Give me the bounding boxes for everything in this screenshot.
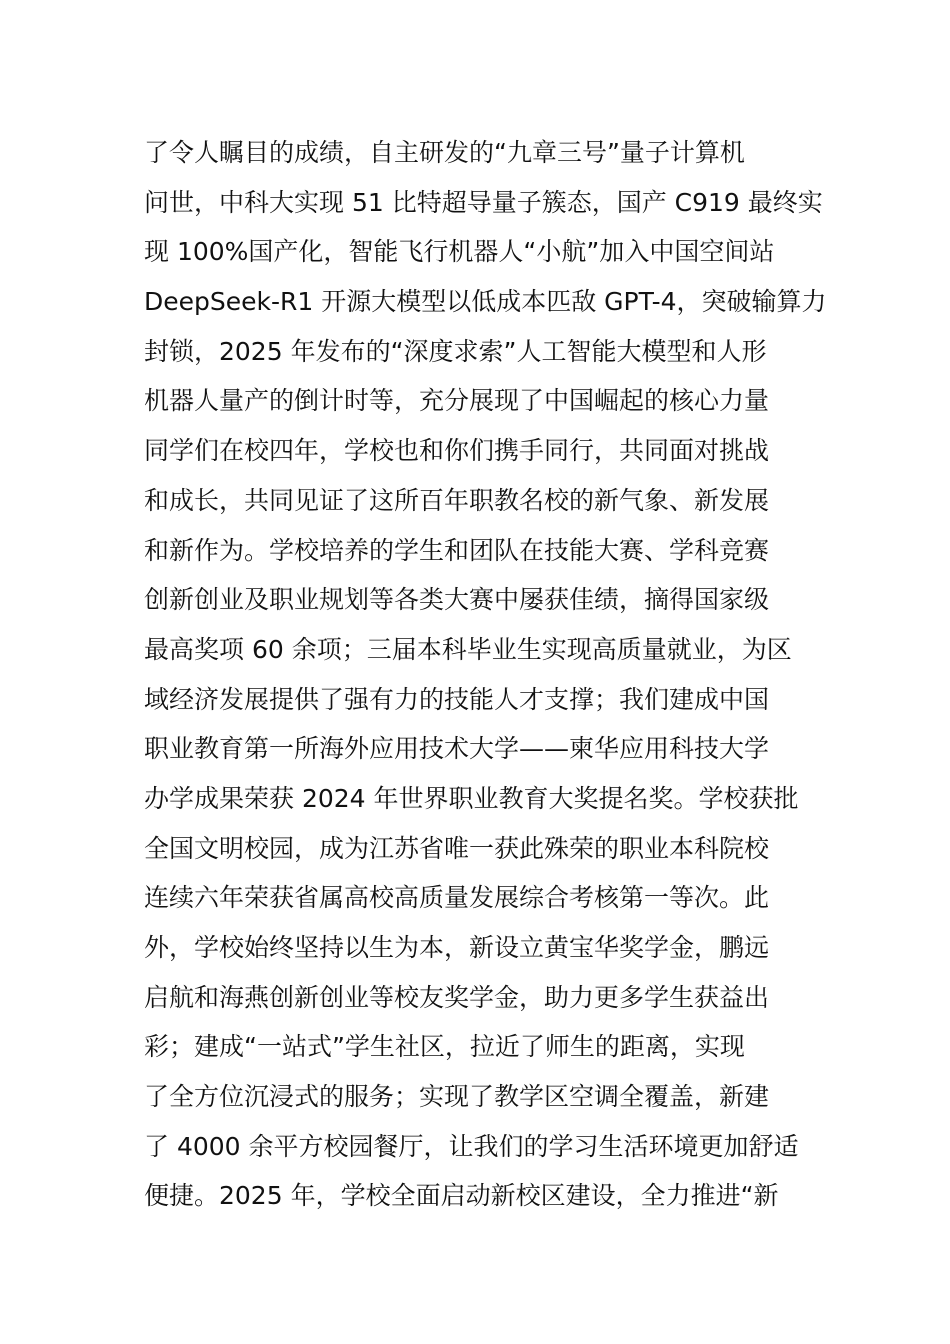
text-line: 最高奖项 60 余项；三届本科毕业生实现高质量就业，为区 <box>144 634 792 664</box>
text-line: 便捷。2025 年，学校全面启动新校区建设，全力推进“新 <box>144 1181 779 1211</box>
text-line: 全国文明校园，成为江苏省唯一获此殊荣的职业本科院校 <box>144 833 770 863</box>
text-line: 连续六年荣获省属高校高质量发展综合考核第一等次。此 <box>144 883 770 913</box>
text-line: 了全方位沉浸式的服务；实现了教学区空调全覆盖，新建 <box>144 1082 770 1112</box>
text-line: 同学们在校四年，学校也和你们携手同行，共同面对挑战 <box>144 436 770 466</box>
text-line: 彩；建成“一站式”学生社区，拉近了师生的距离，实现 <box>144 1032 745 1062</box>
text-line: 办学成果荣获 2024 年世界职业教育大奖提名奖。学校获批 <box>144 783 799 813</box>
text-line: 域经济发展提供了强有力的技能人才支撑；我们建成中国 <box>144 684 770 714</box>
text-line: 现 100%国产化，智能飞行机器人“小航”加入中国空间站 <box>144 237 775 267</box>
text-line: DeepSeek-R1 开源大模型以低成本匹敌 GPT-4，突破输算力 <box>144 287 827 317</box>
body-text <box>144 128 827 1221</box>
text-line: 职业教育第一所海外应用技术大学——柬华应用科技大学 <box>144 734 770 764</box>
text-line: 和新作为。学校培养的学生和团队在技能大赛、学科竞赛 <box>144 535 770 565</box>
text-line: 了令人瞩目的成绩，自主研发的“九章三号”量子计算机 <box>144 138 745 167</box>
text-line: 问世，中科大实现 51 比特超导量子簇态，国产 C919 最终实 <box>144 187 823 217</box>
text-line: 封锁，2025 年发布的“深度求索”人工智能大模型和人形 <box>144 336 767 366</box>
text-line: 和成长，共同见证了这所百年职教名校的新气象、新发展 <box>144 485 770 515</box>
text-line: 了 4000 余平方校园餐厅，让我们的学习生活环境更加舒适 <box>144 1131 799 1161</box>
text-line: 机器人量产的倒计时等，充分展现了中国崛起的核心力量 <box>144 386 770 416</box>
text-line: 创新创业及职业规划等各类大赛中屡获佳绩，摘得国家级 <box>144 585 770 615</box>
text-line: 启航和海燕创新创业等校友奖学金，助力更多学生获益出 <box>144 982 770 1012</box>
text-line: 外，学校始终坚持以生为本，新设立黄宝华奖学金，鹏远 <box>144 933 770 962</box>
